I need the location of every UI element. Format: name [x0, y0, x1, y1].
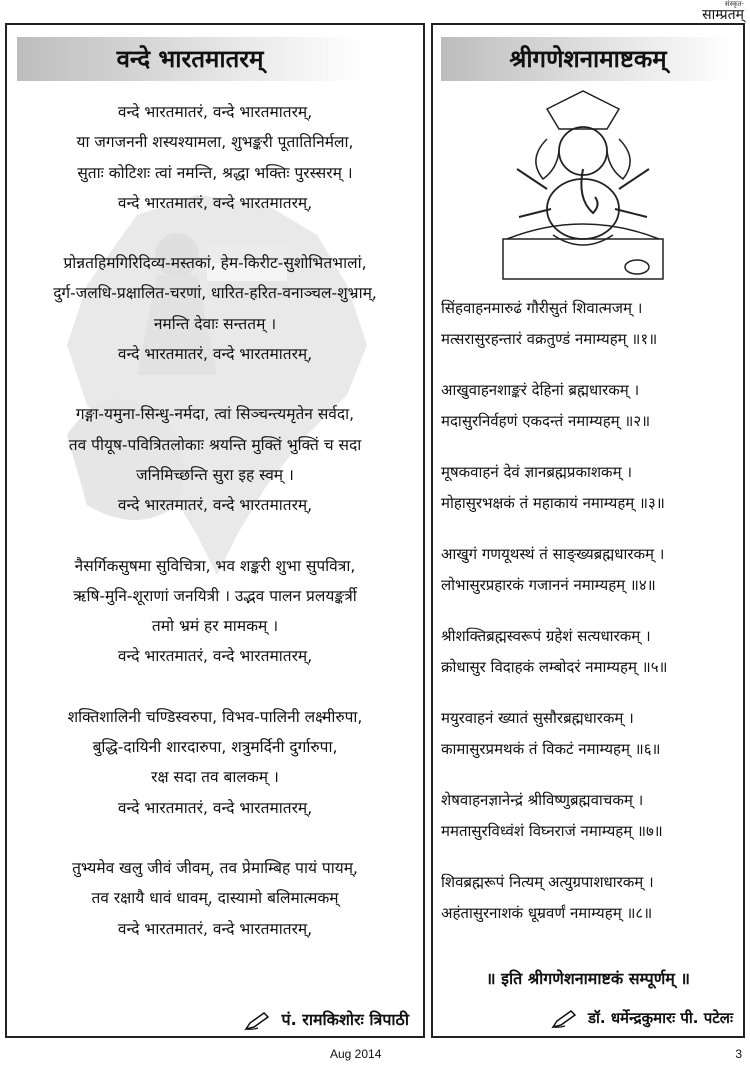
stanza [11, 853, 419, 944]
poem-line: ऋषि-मुनि-शूराणां जनयित्री । उद्भव पालन प्रलयङ्कर्त्री [73, 586, 357, 605]
poem-line: वन्दे भारतमातरं, वन्दे भारतमातरम्, [117, 647, 313, 666]
verse-line: मत्सरासुरहन्तारं वक्रतुण्डं नमाम्यहम् ॥१॥ [441, 330, 658, 348]
verse-line: मयुरवाहनं ख्यातं सुसौरब्रह्मधारकम् । [441, 709, 634, 727]
right-panel-title: श्रीगणेशनामाष्टकम् [441, 37, 735, 81]
stanza-gap [11, 369, 419, 399]
verse-line: क्रोधासुर विदाहकं लम्बोदरं नमाम्यहम् ॥५॥ [441, 658, 668, 676]
poem-line: तव रक्षायै धावं धावम्, दास्यामो बलिमात्मकम् [91, 889, 339, 908]
poem-line: गङ्गा-यमुना-सिन्धु-नर्मदा, त्वां सिञ्चन्त्यमृतेन सर्वदा, [75, 405, 355, 424]
verse-line: मूषकवाहनं देवं ज्ञानब्रह्मप्रकाशकम् । [441, 463, 633, 481]
poem-line: तमो भ्रमं हर मामकम् । [151, 617, 279, 636]
verse-line: आखुवाहनशाङ्करं देहिनां ब्रह्मधारकम् । [441, 381, 640, 399]
verse-gap [441, 601, 737, 621]
stanza [11, 97, 419, 218]
stanza [11, 248, 419, 369]
stanza [11, 702, 419, 823]
verse [441, 539, 737, 601]
poem-line: नैसर्गिकसुषमा सुविचित्रा, भव शङ्करी शुभा सुपवित्रा, [74, 556, 356, 575]
poem-line: बुद्धि-दायिनी शारदारुपा, शत्रुमर्दिनी दुर्गारुपा, [92, 738, 338, 757]
ganesha-illustration [497, 89, 669, 285]
verse-line: शिवब्रह्मरूपं नित्यम् अत्युग्रपाशधारकम् । [441, 873, 654, 891]
poem-line: वन्दे भारतमातरं, वन्दे भारतमातरम्, [117, 103, 313, 121]
verse [441, 703, 737, 765]
page-number: 3 [735, 1047, 742, 1061]
poem-line: वन्दे भारतमातरं, वन्दे भारतमातरम्, [117, 919, 313, 938]
verse-gap [441, 519, 737, 539]
poem-body [11, 97, 419, 944]
verse-gap [441, 683, 737, 703]
stanza-gap [11, 672, 419, 702]
verse [441, 785, 737, 847]
stanza-gap [11, 521, 419, 551]
ganesha-namashtakam-panel [431, 23, 745, 1038]
poem-line: वन्दे भारतमातरं, वन्दे भारतमातरम्, [117, 496, 313, 515]
poem-line: शक्तिशालिनी चण्डिस्वरुपा, विभव-पालिनी लक्ष्मीरुपा, [67, 707, 363, 726]
poem-line: प्रोन्नतहिमगिरिदिव्य-मस्तकां, हेम-किरीट-सुशोभितभालां, [63, 254, 367, 273]
poem-line: नमन्ति देवाः सन्ततम् । [153, 314, 277, 333]
verse [441, 375, 737, 437]
pen-icon [244, 1011, 270, 1031]
verse-line: कामासुरप्रमथकं तं विकटं नमाम्यहम् ॥६॥ [441, 740, 661, 758]
verse [441, 457, 737, 519]
verse-line: ममतासुरविध्वंशं विघ्नराजं नमाम्यहम् ॥७॥ [441, 822, 663, 840]
left-author-credit [244, 1008, 409, 1031]
poem-line: वन्दे भारतमातरं, वन्दे भारतमातरम्, [117, 345, 313, 364]
poem-line: दुर्ग-जलधि-प्रक्षालित-चरणां, धारित-हरित-वनाञ्चल-शुभ्राम्, [53, 284, 377, 303]
left-author-name: पं. रामकिशोरः त्रिपाठी [281, 1010, 409, 1029]
issue-date: Aug 2014 [330, 1047, 382, 1061]
verse-line: मोहासुरभक्षकं तं महाकायं नमाम्यहम् ॥३॥ [441, 494, 665, 512]
poem-line: तुभ्यमेव खलु जीवं जीवम्, तव प्रेमाम्बिह पायं पायम्, [72, 858, 358, 877]
verse [441, 621, 737, 683]
masthead-small-text: संस्कृत- [724, 0, 744, 8]
stanza [11, 551, 419, 672]
masthead [674, 0, 744, 24]
poem-line: वन्दे भारतमातरं, वन्दे भारतमातरम्, [117, 193, 313, 212]
stanza-gap [11, 218, 419, 248]
masthead-title: साम्प्रतम् [674, 8, 744, 24]
verse-line: शेषवाहनज्ञानेन्द्रं श्रीविष्णुब्रह्मवाचकम् । [441, 791, 644, 809]
right-author-credit [551, 1008, 733, 1029]
stotra-closing: ॥ इति श्रीगणेशनामाष्टकं सम्पूर्णम् ॥ [485, 969, 690, 988]
verse [441, 867, 737, 929]
verse-gap [441, 847, 737, 867]
stotra-body [441, 293, 737, 929]
poem-line: सुताः कोटिशः त्वां नमन्ति, श्रद्धा भक्तिः पुरस्सरम् । [77, 163, 353, 182]
stanza-gap [11, 823, 419, 853]
verse-line: लोभासुरप्रहारकं गजाननं नमाम्यहम् ॥४॥ [441, 576, 656, 594]
verse-line: अहंतासुरनाशकं धूम्रवर्णं नमाम्यहम् ॥८॥ [441, 904, 653, 922]
pen-icon [551, 1009, 577, 1029]
verse-gap [441, 437, 737, 457]
left-panel-title: वन्दे भारतमातरम् [17, 37, 363, 81]
verse-line: आखुगं गणयूथस्थं तं साङ्ख्यब्रह्मधारकम् । [441, 545, 665, 563]
verse-line: श्रीशक्तिब्रह्मस्वरूपं ग्रहेशं सत्यधारकम् । [441, 627, 651, 645]
poem-line: वन्दे भारतमातरं, वन्दे भारतमातरम्, [117, 798, 313, 817]
right-author-name: डॉ. धर्मेन्द्रकुमारः पी. पटेलः [588, 1009, 733, 1027]
poem-line: तव पीयूष-पवित्रितलोकाः श्रयन्ति मुक्तिं भुक्तिं च सदा [68, 435, 362, 454]
verse-line: सिंहवाहनमारुढं गौरीसुतं शिवात्मजम् । [441, 299, 643, 317]
vande-mataram-panel [5, 23, 425, 1038]
verse-gap [441, 355, 737, 375]
verse [441, 293, 737, 355]
verse-gap [441, 765, 737, 785]
poem-line: या जगजननी शस्यश्यामला, शुभङ्करी पूतातिनिर्मला, [76, 133, 354, 152]
verse-line: मदासुरनिर्वहणं एकदन्तं नमाम्यहम् ॥२॥ [441, 412, 651, 430]
poem-line: रक्ष सदा तव बालकम् । [151, 768, 279, 787]
stanza [11, 399, 419, 520]
poem-line: जनिमिच्छन्ति सुरा इह स्वम् । [136, 465, 294, 484]
